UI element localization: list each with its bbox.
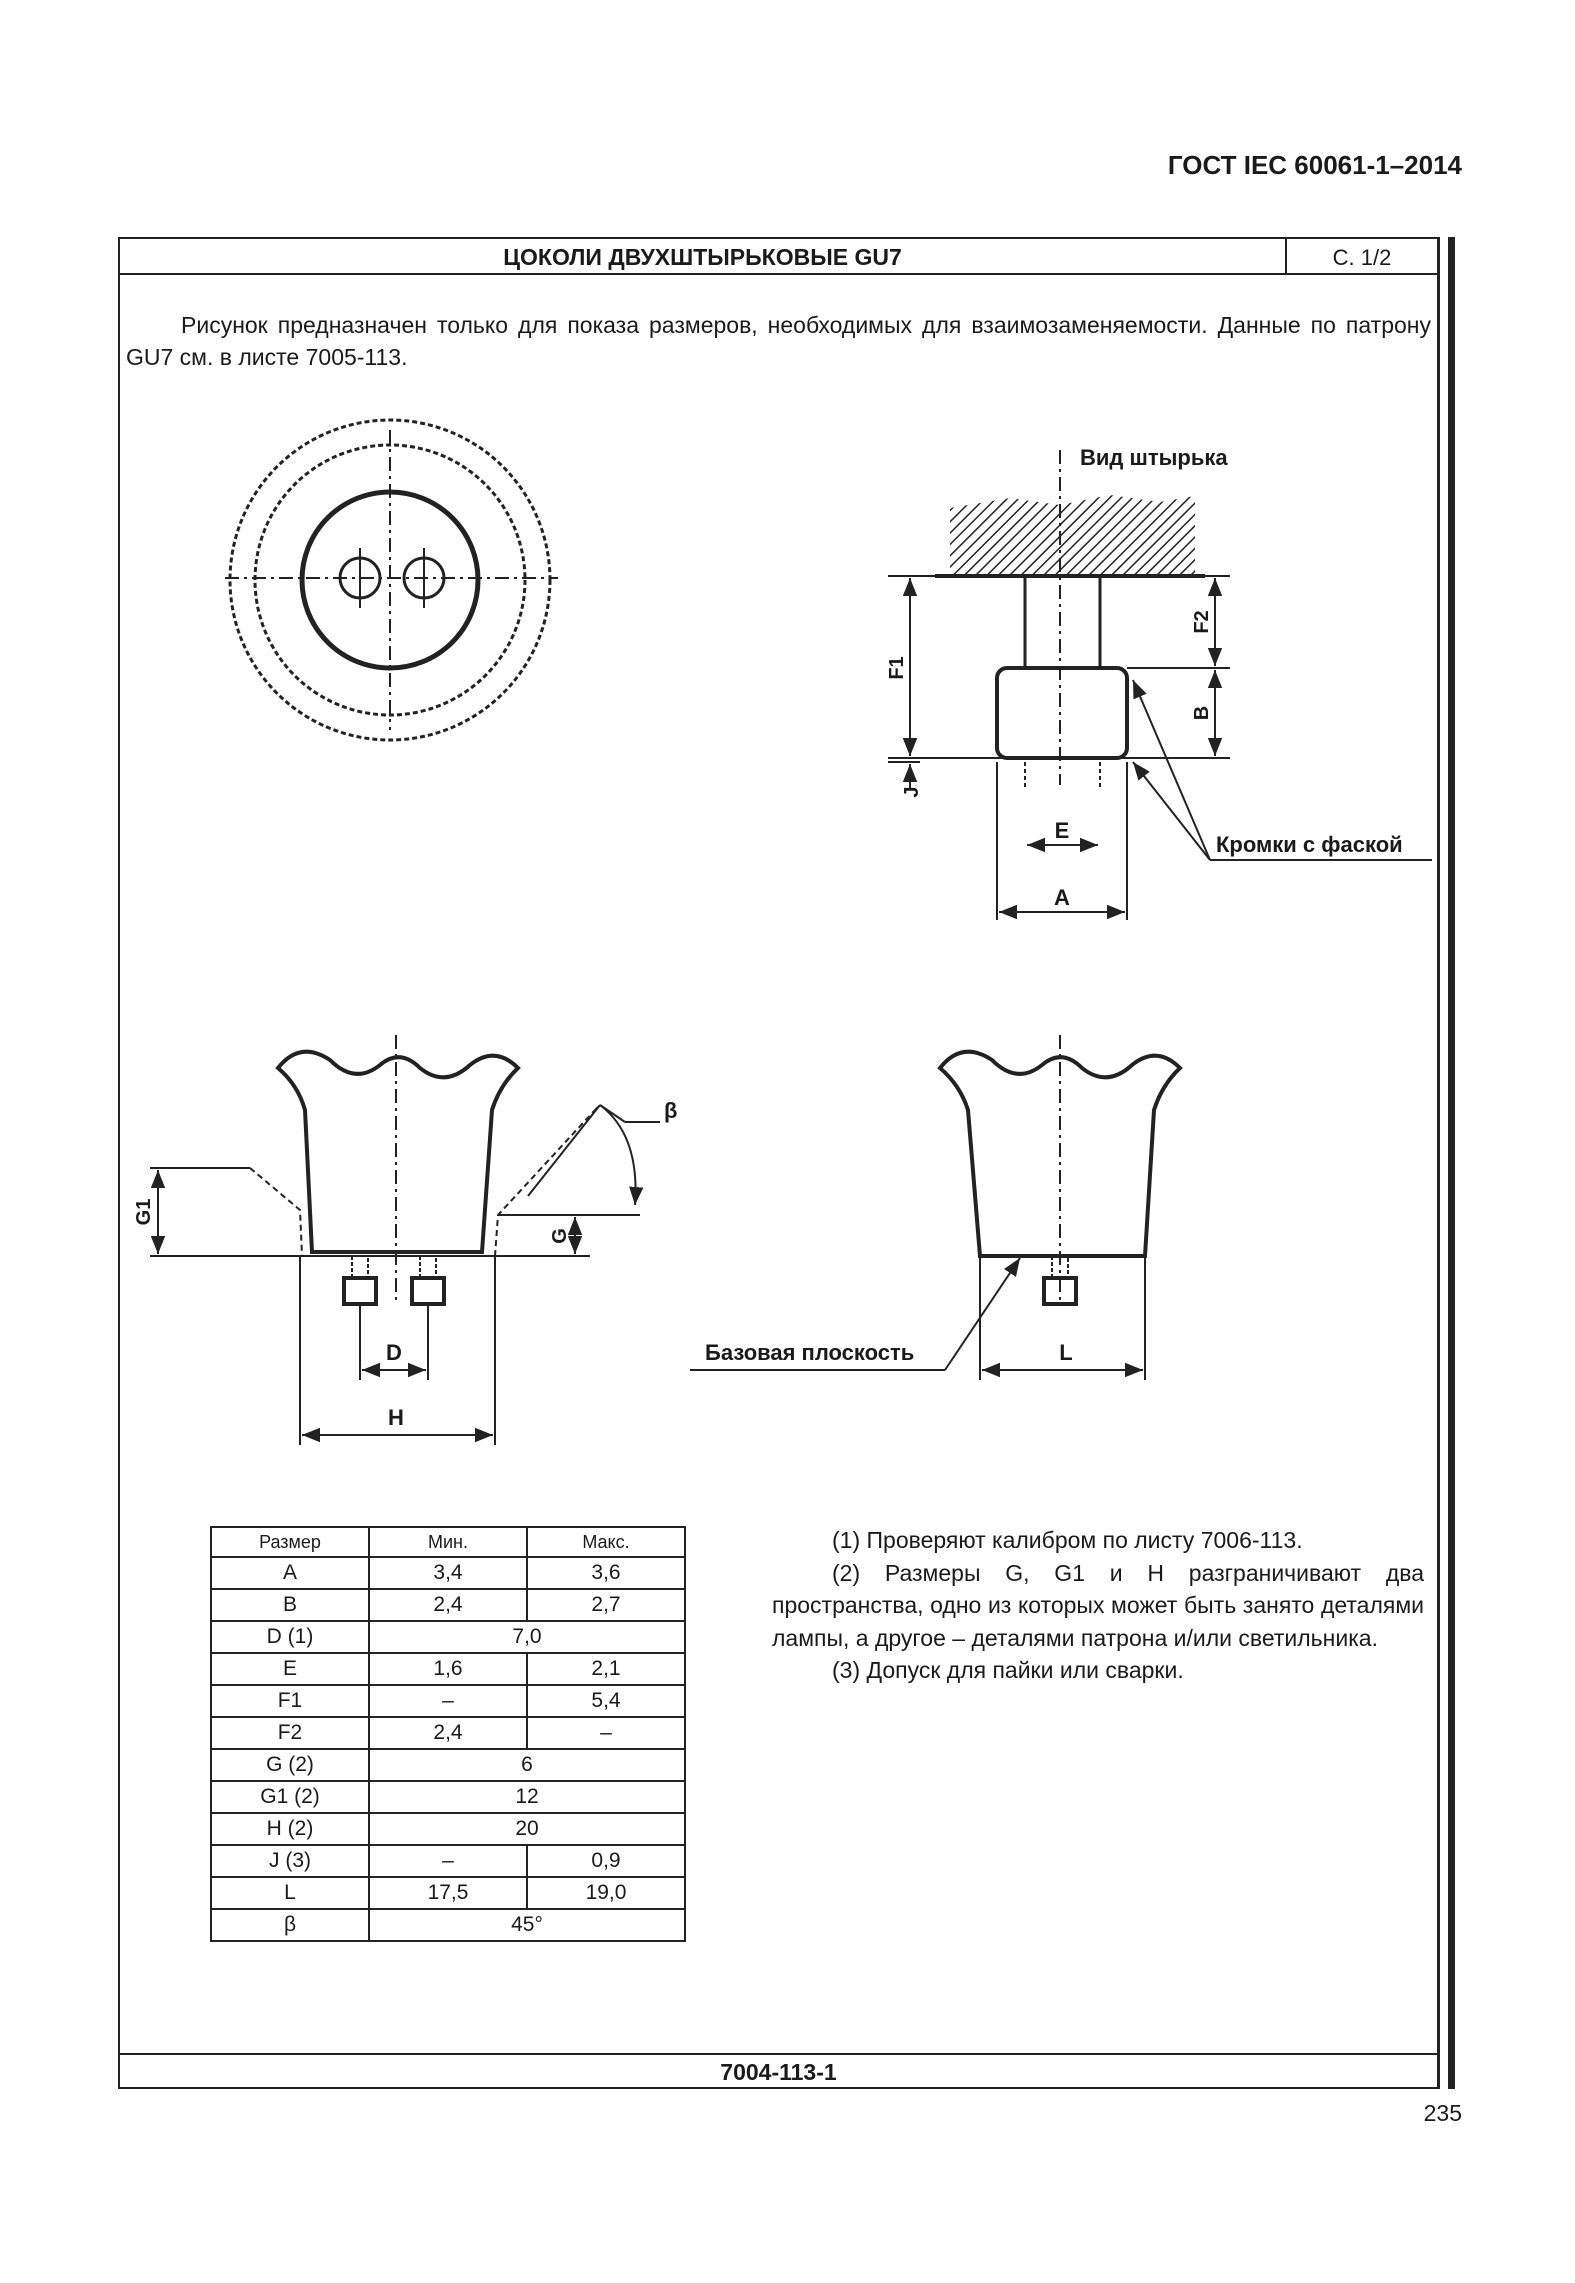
chamfer-label: Кромки с фаской bbox=[1216, 832, 1403, 857]
dimensions-table bbox=[210, 1526, 686, 1942]
sheet-title: ЦОКОЛИ ДВУХШТЫРЬКОВЫЕ GU7 bbox=[503, 244, 902, 270]
table-row bbox=[211, 1557, 685, 1589]
side-view-right bbox=[690, 1035, 1180, 1380]
row-max: 2,7 bbox=[527, 1589, 685, 1621]
table-row bbox=[211, 1589, 685, 1621]
table-row bbox=[211, 1845, 685, 1877]
row-max: 0,9 bbox=[527, 1845, 685, 1877]
label-f1: F1 bbox=[886, 656, 908, 680]
row-size: β bbox=[211, 1909, 369, 1941]
row-min: – bbox=[369, 1685, 527, 1717]
row-size: J (3) bbox=[211, 1845, 369, 1877]
sheet-page-ref: С. 1/2 bbox=[1332, 245, 1392, 270]
notes-block bbox=[772, 1524, 1424, 1687]
note-2: (2) Размеры G, G1 и H разграничивают два пространства, одно из которых может быть занято деталями лампы, а другое – деталями патрона и/или светильника. bbox=[772, 1559, 1424, 1651]
label-a: A bbox=[1054, 885, 1070, 910]
label-h: H bbox=[388, 1405, 404, 1430]
row-size: E bbox=[211, 1653, 369, 1685]
label-d: D bbox=[386, 1340, 402, 1365]
table-row bbox=[211, 1717, 685, 1749]
row-min: 2,4 bbox=[369, 1589, 527, 1621]
reference-plane-label: Базовая плоскость bbox=[705, 1340, 915, 1365]
row-max: – bbox=[527, 1717, 685, 1749]
pin-head-right bbox=[412, 1278, 444, 1304]
beta-ref-line bbox=[600, 1105, 625, 1122]
hatched-body bbox=[950, 495, 1195, 575]
pin-head bbox=[997, 668, 1127, 758]
note-3: (3) Допуск для пайки или сварки. bbox=[832, 1657, 1184, 1683]
row-value: 45° bbox=[369, 1909, 685, 1941]
row-min: 3,4 bbox=[369, 1557, 527, 1589]
table-header-row bbox=[211, 1527, 685, 1557]
space-boundary-left bbox=[250, 1168, 302, 1256]
row-size: H (2) bbox=[211, 1813, 369, 1845]
reference-leader bbox=[945, 1258, 1020, 1370]
row-value: 12 bbox=[369, 1781, 685, 1813]
lamp-body-outline bbox=[278, 1052, 518, 1252]
label-beta: β bbox=[664, 1098, 678, 1123]
label-g1: G1 bbox=[133, 1198, 155, 1226]
row-min: 1,6 bbox=[369, 1653, 527, 1685]
table-row bbox=[211, 1909, 685, 1941]
top-view bbox=[225, 420, 558, 740]
page-number: 235 bbox=[1423, 2100, 1462, 2126]
sheet-code: 7004-113-1 bbox=[720, 2059, 837, 2085]
label-j: J bbox=[901, 786, 923, 798]
pin-shank-dashed-left bbox=[352, 1256, 368, 1278]
side-view-left bbox=[133, 1035, 677, 1445]
row-size: G (2) bbox=[211, 1749, 369, 1781]
row-size: F1 bbox=[211, 1685, 369, 1717]
table-row bbox=[211, 1685, 685, 1717]
row-min: 2,4 bbox=[369, 1717, 527, 1749]
row-size: D (1) bbox=[211, 1621, 369, 1653]
pin-shank-dashed-right bbox=[420, 1256, 436, 1278]
header-min: Мин. bbox=[369, 1527, 527, 1557]
row-value: 7,0 bbox=[369, 1621, 685, 1653]
row-size: G1 (2) bbox=[211, 1781, 369, 1813]
pin-head-left bbox=[344, 1278, 376, 1304]
space-boundary-right bbox=[495, 1110, 595, 1256]
row-value: 6 bbox=[369, 1749, 685, 1781]
row-max: 2,1 bbox=[527, 1653, 685, 1685]
row-max: 5,4 bbox=[527, 1685, 685, 1717]
note-1: (1) Проверяют калибром по листу 7006-113. bbox=[832, 1527, 1303, 1553]
standard-designation: ГОСТ IEC 60061-1–2014 bbox=[1167, 150, 1462, 180]
table-row bbox=[211, 1749, 685, 1781]
header-size: Размер bbox=[211, 1527, 369, 1557]
chamfer-leader-bottom bbox=[1133, 762, 1210, 860]
table-row bbox=[211, 1781, 685, 1813]
row-size: F2 bbox=[211, 1717, 369, 1749]
row-size: L bbox=[211, 1877, 369, 1909]
table-row bbox=[211, 1813, 685, 1845]
label-e: E bbox=[1054, 818, 1070, 843]
label-f2: F2 bbox=[1191, 610, 1213, 634]
row-value: 20 bbox=[369, 1813, 685, 1845]
table-row bbox=[211, 1877, 685, 1909]
table-row bbox=[211, 1653, 685, 1685]
intro-paragraph: Рисунок предназначен только для показа размеров, необходимых для взаимозаменяемости. Данные по патрону GU7 см. в листе 7005-113. bbox=[126, 312, 1431, 370]
row-size: B bbox=[211, 1589, 369, 1621]
row-max: 3,6 bbox=[527, 1557, 685, 1589]
row-max: 19,0 bbox=[527, 1877, 685, 1909]
label-g: G bbox=[549, 1228, 571, 1244]
row-min: 17,5 bbox=[369, 1877, 527, 1909]
row-size: A bbox=[211, 1557, 369, 1589]
beta-arc bbox=[600, 1105, 636, 1205]
pin-view-label: Вид штырька bbox=[1080, 445, 1228, 470]
beta-line bbox=[528, 1105, 600, 1196]
header-max: Макс. bbox=[527, 1527, 685, 1557]
table-row bbox=[211, 1621, 685, 1653]
row-min: – bbox=[369, 1845, 527, 1877]
pin-detail-view bbox=[886, 445, 1432, 920]
label-l: L bbox=[1059, 1340, 1073, 1365]
label-b: B bbox=[1191, 705, 1213, 721]
